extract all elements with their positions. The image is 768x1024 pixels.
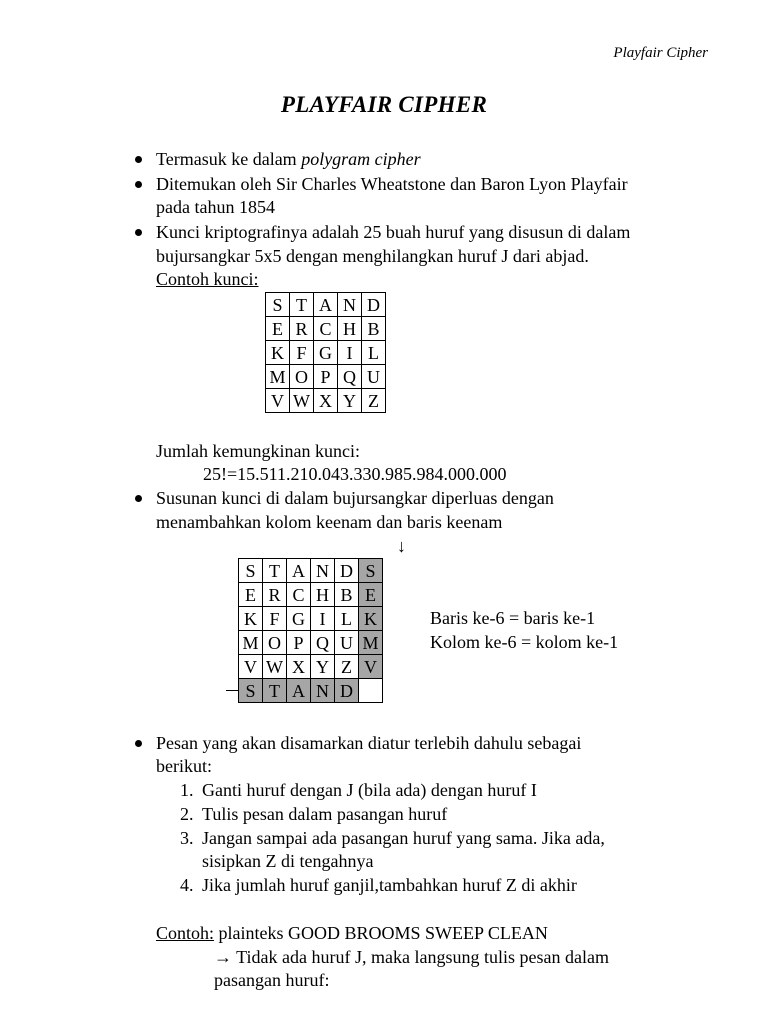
example-text: plainteks GOOD BROOMS SWEEP CLEAN bbox=[214, 923, 548, 943]
bullet-4-line-1: Susunan kunci di dalam bujursangkar diperluas dengan bbox=[156, 488, 554, 508]
extended-square-cell: V bbox=[239, 655, 263, 679]
key-square-cell: D bbox=[362, 293, 386, 317]
bullet-icon bbox=[135, 740, 142, 747]
step-number: 3. bbox=[180, 828, 194, 848]
key-square-cell: V bbox=[266, 389, 290, 413]
running-header: Playfair Cipher bbox=[613, 45, 708, 61]
key-square-row bbox=[266, 317, 386, 341]
bullet-1 bbox=[156, 148, 421, 171]
extended-square-cell: X bbox=[287, 655, 311, 679]
key-square-cell: P bbox=[314, 365, 338, 389]
extended-square-cell: A bbox=[287, 559, 311, 583]
step-number: 2. bbox=[180, 804, 194, 824]
key-square-cell: K bbox=[266, 341, 290, 365]
extended-square-cell: M bbox=[239, 631, 263, 655]
extended-square-row bbox=[239, 679, 383, 703]
step-text: Jangan sampai ada pasangan huruf yang sama. Jika ada, bbox=[202, 828, 605, 848]
extended-square-cell: Q bbox=[311, 631, 335, 655]
key-square-cell: B bbox=[362, 317, 386, 341]
extended-square-row bbox=[239, 655, 383, 679]
extended-square-row bbox=[239, 631, 383, 655]
extended-square-cell: B bbox=[335, 583, 359, 607]
key-square-cell: H bbox=[338, 317, 362, 341]
extended-square-cell: R bbox=[263, 583, 287, 607]
key-square-row bbox=[266, 389, 386, 413]
step-3 bbox=[180, 827, 605, 850]
left-arrow-icon bbox=[226, 690, 238, 691]
bullet-2-line-2: pada tahun 1854 bbox=[156, 197, 275, 217]
key-square-cell: Z bbox=[362, 389, 386, 413]
step-1 bbox=[180, 779, 537, 802]
bullet-1-italic: polygram cipher bbox=[301, 149, 421, 169]
extended-square-cell: K bbox=[359, 607, 383, 631]
key-square-cell: E bbox=[266, 317, 290, 341]
extended-square-cell: S bbox=[239, 559, 263, 583]
extended-square-cell: V bbox=[359, 655, 383, 679]
page-title: PLAYFAIR CIPHER bbox=[280, 92, 488, 117]
extended-square-cell: N bbox=[311, 559, 335, 583]
step-number: 4. bbox=[180, 875, 194, 895]
extended-square-row bbox=[239, 583, 383, 607]
extended-square-table bbox=[238, 558, 383, 703]
key-square-cell: O bbox=[290, 365, 314, 389]
extended-square-cell: L bbox=[335, 607, 359, 631]
extended-square-cell: K bbox=[239, 607, 263, 631]
bullet-1-text: Termasuk ke dalam bbox=[156, 149, 302, 169]
key-square-cell: R bbox=[290, 317, 314, 341]
step-4 bbox=[180, 874, 577, 897]
extended-square-cell: H bbox=[311, 583, 335, 607]
bullet-2-line-1: Ditemukan oleh Sir Charles Wheatstone dan Baron Lyon Playfair bbox=[156, 174, 628, 194]
step-number: 1. bbox=[180, 780, 194, 800]
key-square-cell: Q bbox=[338, 365, 362, 389]
key-square-cell: N bbox=[338, 293, 362, 317]
extended-square-cell: E bbox=[359, 583, 383, 607]
extended-square-cell: W bbox=[263, 655, 287, 679]
extended-square-cell: Z bbox=[335, 655, 359, 679]
bullet-icon bbox=[135, 229, 142, 236]
example-key-label: Contoh kunci: bbox=[156, 269, 259, 289]
note-row: Baris ke-6 = baris ke-1 bbox=[430, 608, 596, 628]
key-square-table bbox=[265, 292, 386, 413]
bullet-3-line-1: Kunci kriptografinya adalah 25 buah huruf yang disusun di dalam bbox=[156, 222, 631, 242]
key-square-cell: T bbox=[290, 293, 314, 317]
key-square-cell: X bbox=[314, 389, 338, 413]
example-label: Contoh: bbox=[156, 923, 215, 943]
extended-square-cell: G bbox=[287, 607, 311, 631]
extended-square-cell: A bbox=[287, 679, 311, 703]
extended-square-cell: S bbox=[359, 559, 383, 583]
bullet-5-line-2: berikut: bbox=[156, 756, 212, 776]
step-text: Tulis pesan dalam pasangan huruf bbox=[202, 804, 448, 824]
extended-square-cell: D bbox=[335, 679, 359, 703]
extended-square-row bbox=[239, 559, 383, 583]
extended-square-cell: D bbox=[335, 559, 359, 583]
bullet-3-line-2: bujursangkar 5x5 dengan menghilangkan huruf J dari abjad. bbox=[156, 246, 589, 266]
key-square-cell: C bbox=[314, 317, 338, 341]
key-square-row bbox=[266, 293, 386, 317]
key-square-cell: U bbox=[362, 365, 386, 389]
key-count-label: Jumlah kemungkinan kunci: bbox=[156, 441, 360, 461]
key-square-cell: Y bbox=[338, 389, 362, 413]
extended-square-cell: N bbox=[311, 679, 335, 703]
key-square-cell: I bbox=[338, 341, 362, 365]
extended-square-cell: T bbox=[263, 679, 287, 703]
down-arrow-icon: ↓ bbox=[397, 536, 406, 556]
key-square-cell: F bbox=[290, 341, 314, 365]
extended-square-cell: E bbox=[239, 583, 263, 607]
bullet-icon bbox=[135, 181, 142, 188]
key-square-row bbox=[266, 341, 386, 365]
step-3-continued bbox=[180, 850, 373, 873]
key-square-cell: M bbox=[266, 365, 290, 389]
extended-square-cell: Y bbox=[311, 655, 335, 679]
extended-square-cell: S bbox=[239, 679, 263, 703]
step-2 bbox=[180, 803, 447, 826]
key-square-cell: A bbox=[314, 293, 338, 317]
step-text: Jika jumlah huruf ganjil,tambahkan huruf Z di akhir bbox=[202, 875, 577, 895]
key-square-cell: S bbox=[266, 293, 290, 317]
step-text: Ganti huruf dengan J (bila ada) dengan huruf I bbox=[202, 780, 537, 800]
step-text: sisipkan Z di tengahnya bbox=[202, 851, 374, 871]
key-square-row bbox=[266, 365, 386, 389]
extended-square-row bbox=[239, 607, 383, 631]
extended-square-cell: F bbox=[263, 607, 287, 631]
note-col: Kolom ke-6 = kolom ke-1 bbox=[430, 632, 619, 652]
extended-square-cell: U bbox=[335, 631, 359, 655]
key-square-cell: W bbox=[290, 389, 314, 413]
key-square-cell: L bbox=[362, 341, 386, 365]
bullet-5-line-1: Pesan yang akan disamarkan diatur terlebih dahulu sebagai bbox=[156, 733, 582, 753]
extended-square-cell bbox=[359, 679, 383, 703]
bullet-4-line-2: menambahkan kolom keenam dan baris keenam bbox=[156, 512, 503, 532]
extended-square-cell: I bbox=[311, 607, 335, 631]
extended-square-cell: O bbox=[263, 631, 287, 655]
extended-square-cell: M bbox=[359, 631, 383, 655]
extended-square-cell: T bbox=[263, 559, 287, 583]
key-count-value: 25!=15.511.210.043.330.985.984.000.000 bbox=[203, 464, 507, 484]
extended-square-cell: P bbox=[287, 631, 311, 655]
bullet-icon bbox=[135, 156, 142, 163]
example-line-2: → Tidak ada huruf J, maka langsung tulis pesan dalam bbox=[214, 947, 609, 967]
extended-square-cell: C bbox=[287, 583, 311, 607]
bullet-icon bbox=[135, 495, 142, 502]
key-square-cell: G bbox=[314, 341, 338, 365]
example-line-3: pasangan huruf: bbox=[214, 970, 330, 990]
example-line bbox=[156, 922, 548, 945]
